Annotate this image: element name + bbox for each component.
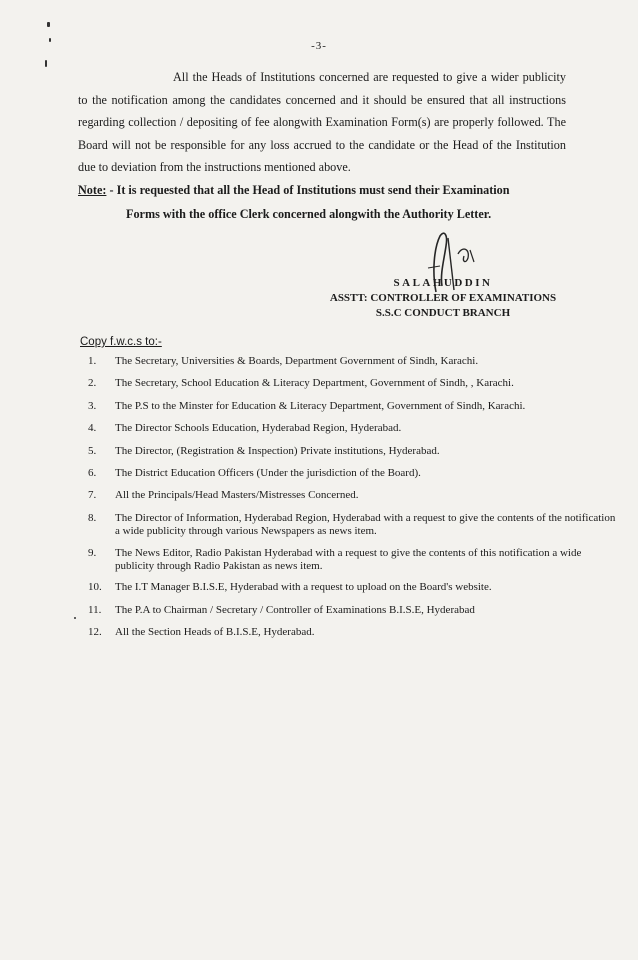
list-item-number: 1. <box>88 355 97 367</box>
list-item-text: The Director, (Registration & Inspection) Private institutions, Hyderabad. <box>115 444 440 457</box>
signature-block <box>312 276 574 321</box>
note-label: Note: <box>78 183 107 197</box>
note-line2: Forms with the office Clerk concerned alongwith the Authority Letter. <box>126 207 492 221</box>
list-item <box>86 547 616 573</box>
list-item-number: 12. <box>88 626 102 639</box>
list-item-number: 5. <box>88 444 97 457</box>
list-item-number: 2. <box>88 377 97 390</box>
scan-speck <box>45 60 47 67</box>
list-item-text: The P.S to the Minster for Education & Literacy Department, Government of Sindh, Karachi. <box>115 399 526 412</box>
list-item-number: 7. <box>88 489 97 502</box>
list-item-text: The Secretary, Universities & Boards, Department Government of Sindh, Karachi. <box>115 355 479 367</box>
note <box>78 178 570 226</box>
list-item-text: All the Principals/Head Masters/Mistresses Concerned. <box>115 489 359 502</box>
list-item-number: 8. <box>88 511 97 524</box>
signatory-name: SALAHUDDIN <box>393 277 493 289</box>
list-item <box>86 445 616 458</box>
list-item-text: All the Section Heads of B.I.S.E, Hyderabad. <box>115 626 315 639</box>
list-item <box>86 489 616 502</box>
scan-speck <box>74 617 76 619</box>
list-item-text: The Director Schools Education, Hyderabad Region, Hyderabad. <box>115 422 402 435</box>
list-item <box>86 355 616 368</box>
list-item-number: 10. <box>88 581 102 594</box>
list-item <box>86 604 616 617</box>
list-item-text: The P.A to Chairman / Secretary / Controller of Examinations B.I.S.E, Hyderabad <box>115 603 475 616</box>
signatory-designation: ASSTT: CONTROLLER OF EXAMINATIONS <box>329 292 557 304</box>
list-item-number: 6. <box>88 466 97 479</box>
note-line1: - It is requested that all the Head of Institutions must send their Examination <box>106 183 510 197</box>
copy-list <box>86 355 616 649</box>
scan-speck <box>47 22 50 27</box>
list-item-text: The News Editor, Radio Pakistan Hyderabad with a request to give the contents of this notification a wide publicity through Radio Pakistan as news item. <box>115 546 582 572</box>
body-paragraph: All the Heads of Institutions concerned are requested to give a wider publicity to the notification among the candidates concerned and it should be ensured that all instructions regarding collection / depositing of fee alongwith Examination Form(s) are properly followed. The Board will not be responsible for any loss accrued to the candidate or the Head of the Institution due to deviation from the instructions mentioned above. <box>78 70 566 174</box>
list-item <box>86 400 616 413</box>
list-item <box>86 377 616 390</box>
list-item-text: The District Education Officers (Under the jurisdiction of the Board). <box>115 466 421 479</box>
list-item-text: The I.T Manager B.I.S.E, Hyderabad with a request to upload on the Board's website. <box>115 581 492 594</box>
list-item <box>86 467 616 480</box>
list-item-number: 11. <box>88 603 102 616</box>
signatory-branch: S.S.C CONDUCT BRANCH <box>375 307 511 319</box>
copy-heading: Copy f.w.c.s to:- <box>80 336 162 348</box>
list-item-number: 4. <box>88 422 97 435</box>
list-item <box>86 422 616 435</box>
page-number: -3- <box>311 40 327 52</box>
list-item <box>86 581 616 594</box>
list-item-text: The Director of Information, Hyderabad Region, Hyderabad with a request to give the contents of the notification a wide publicity through various Newspapers as news item. <box>115 511 616 537</box>
list-item-text: The Secretary, School Education & Literacy Department, Government of Sindh, , Karachi. <box>115 377 514 390</box>
list-item <box>86 512 616 538</box>
list-item <box>86 626 616 639</box>
list-item-number: 3. <box>88 399 97 412</box>
list-item-number: 9. <box>88 546 97 559</box>
